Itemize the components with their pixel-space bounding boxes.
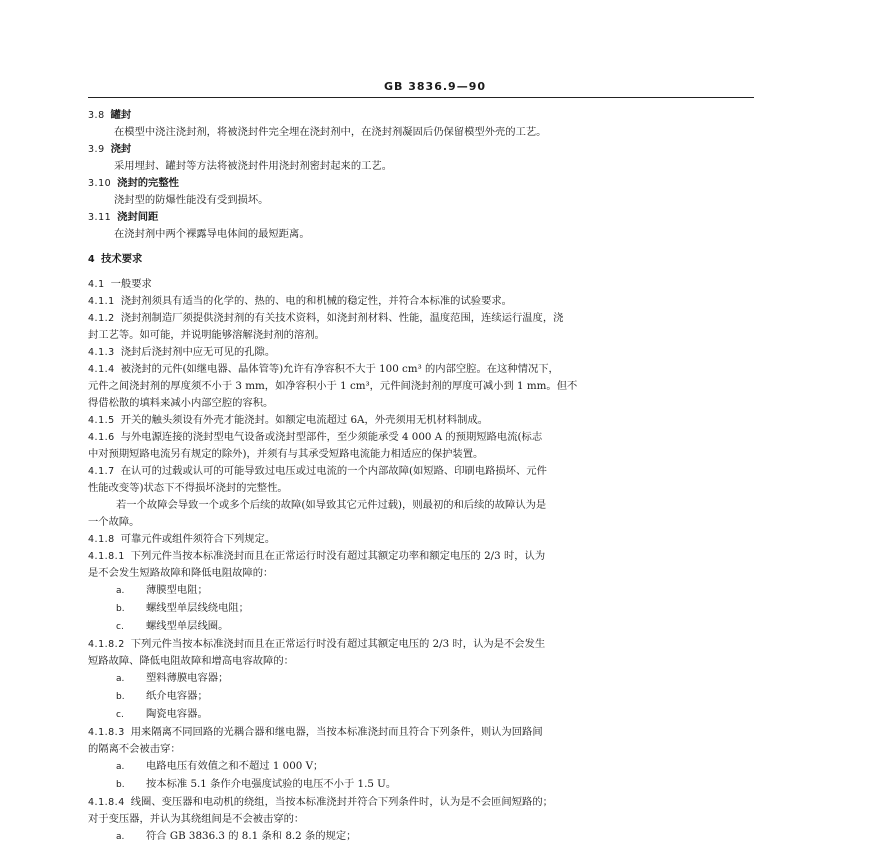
clause-4-1-8-2-line2: 短路故障、降低电阻故障和增高电容故障的： <box>88 655 294 667</box>
clause-4-1-heading: 4.1 一般要求 <box>88 278 152 290</box>
document-body <box>88 107 756 846</box>
clause-4-1-8-2-line1: 4.1.8.2 下列元件当按本标准浇封而且在正常运行时没有超过其额定电压的 2/3 时，认为是不会发生 <box>88 638 546 650</box>
clause-4-1-8-1-line2: 是不会发生短路故障和降低电阻故障的： <box>88 567 274 579</box>
clause-4-1-4-line3: 得借松散的填料来减小内部空腔的容积。 <box>88 397 274 409</box>
list-item: a. 塑料薄膜电容器； <box>116 672 229 684</box>
clause-4-1-1: 4.1.1 浇封剂须具有适当的化学的、热的、电的和机械的稳定性，并符合本标准的试验要求。 <box>88 295 512 307</box>
list-item: b. 纸介电容器； <box>116 690 208 702</box>
clause-3-10-heading: 3.10 浇封的完整性 <box>88 177 179 189</box>
clause-4-1-4-line1: 4.1.4 被浇封的元件(如继电器、晶体管等)允许有净容积不大于 100 cm³ 的内部空腔。在这种情况下， <box>88 363 559 375</box>
clause-4-1-2-line2: 封工艺等。如可能，并说明能够溶解浇封剂的溶剂。 <box>88 329 325 341</box>
clause-3-11-body: 在浇封剂中两个裸露导电体间的最短距离。 <box>114 228 310 240</box>
clause-4-1-3: 4.1.3 浇封后浇封剂中应无可见的孔隙。 <box>88 346 276 358</box>
header-rule <box>88 97 754 98</box>
clause-4-1-6-line2: 中对预期短路电流另有规定的除外)，并须有与其承受短路电流能力相适应的保护装置。 <box>88 448 484 460</box>
standard-code-header: GB 3836.9—90 <box>384 80 486 93</box>
clause-4-1-8: 4.1.8 可靠元件或组件须符合下列规定。 <box>88 533 276 545</box>
clause-4-1-8-1-line1: 4.1.8.1 下列元件当按本标准浇封而且在正常运行时没有超过其额定功率和额定电压的 2/3 时，认为 <box>88 550 546 562</box>
clause-4-1-8-4-line2: 对于变压器，并认为其绕组间是不会被击穿的： <box>88 813 305 825</box>
section-4-heading: 4 技术要求 <box>88 253 143 265</box>
list-item: c. 螺线型单层线圈。 <box>116 620 229 632</box>
list-item: a. 符合 GB 3836.3 的 8.1 条和 8.2 条的规定； <box>116 830 357 842</box>
clause-4-1-8-3-line1: 4.1.8.3 用来隔离不同回路的光耦合器和继电器，当按本标准浇封而且符合下列条件，则认为回路间 <box>88 726 543 738</box>
list-item: a. 薄膜型电阻； <box>116 584 208 596</box>
clause-3-11-heading: 3.11 浇封间距 <box>88 211 159 223</box>
clause-4-1-8-4-line1: 4.1.8.4 线圈、变压器和电动机的绕组，当按本标准浇封并符合下列条件时，认为是不会匝间短路的； <box>88 796 553 808</box>
clause-4-1-4-line2: 元件之间浇封剂的厚度须不小于 3 mm，如净容积小于 1 cm³，元件间浇封剂的厚度可减小到 1 mm。但不 <box>88 380 578 392</box>
clause-4-1-7-line4: 一个故障。 <box>88 516 140 528</box>
clause-4-1-7-line3: 若一个故障会导致一个或多个后续的故障(如导致其它元件过载)，则最初的和后续的故障认为是 <box>116 499 547 511</box>
clause-4-1-5: 4.1.5 开关的触头须设有外壳才能浇封。如额定电流超过 6A，外壳须用无机材料制成。 <box>88 414 489 426</box>
clause-3-8-body: 在模型中浇注浇封剂，将被浇封件完全埋在浇封剂中，在浇封剂凝固后仍保留模型外壳的工艺。 <box>114 126 547 138</box>
list-item: b. 按本标准 5.1 条作介电强度试验的电压不小于 1.5 U。 <box>116 778 397 790</box>
clause-3-9-heading: 3.9 浇封 <box>88 143 132 155</box>
clause-4-1-8-3-line2: 的隔离不会被击穿： <box>88 743 181 755</box>
list-item: a. 电路电压有效值之和不超过 1 000 V； <box>116 760 324 772</box>
clause-3-10-body: 浇封型的防爆性能没有受到损坏。 <box>114 194 269 206</box>
clause-4-1-2-line1: 4.1.2 浇封剂制造厂须提供浇封剂的有关技术资料，如浇封剂材料、性能，温度范围，连续运行温度，浇 <box>88 312 564 324</box>
clause-4-1-7-line1: 4.1.7 在认可的过载或认可的可能导致过电压或过电流的一个内部故障(如短路、印刷电路损坏、元件 <box>88 465 547 477</box>
clause-3-8-heading: 3.8 罐封 <box>88 109 132 121</box>
clause-4-1-6-line1: 4.1.6 与外电源连接的浇封型电气设备或浇封型部件，至少须能承受 4 000 A 的预期短路电流(标志 <box>88 431 543 443</box>
list-item: c. 陶瓷电容器。 <box>116 708 208 720</box>
list-item: b. 螺线型单层线绕电阻； <box>116 602 249 614</box>
clause-4-1-7-line2: 性能改变等)状态下不得损坏浇封的完整性。 <box>88 482 288 494</box>
clause-3-9-body: 采用埋封、罐封等方法将被浇封件用浇封剂密封起来的工艺。 <box>114 160 393 172</box>
